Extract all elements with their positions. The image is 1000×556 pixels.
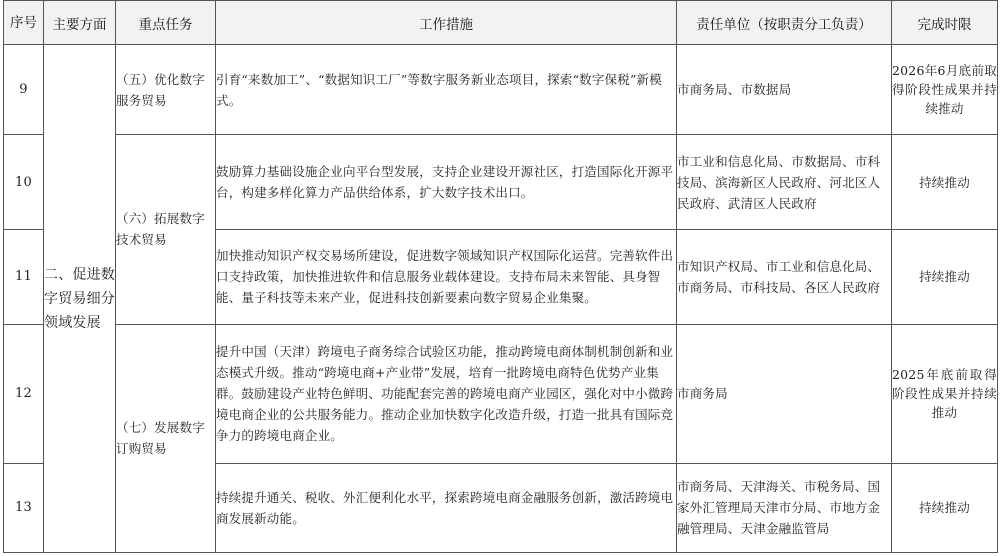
header-aspect: 主要方面 — [44, 1, 116, 45]
table-row — [4, 135, 998, 230]
deadline-cell: 持续推动 — [892, 230, 998, 324]
measure-cell: 鼓励算力基础设施企业向平台型发展，支持企业建设开源社区，打造国际化开源平台，构建多样化算力产品供给体系，扩大数字技术出口。 — [216, 135, 677, 230]
table-row — [4, 324, 998, 463]
main-aspect-cell: 二、促进数字贸易细分领域发展 — [44, 45, 116, 553]
row-number: 9 — [4, 45, 44, 135]
deadline-cell: 2025年底前取得阶段性成果并持续推动 — [892, 324, 998, 463]
header-task: 重点任务 — [116, 1, 216, 45]
row-number: 11 — [4, 230, 44, 324]
header-seq: 序号 — [4, 1, 44, 45]
key-task-cell: （五）优化数字服务贸易 — [116, 45, 216, 135]
responsible-unit-cell: 市知识产权局、市工业和信息化局、市商务局、市科技局、各区人民政府 — [677, 230, 892, 324]
deadline-cell: 持续推动 — [892, 135, 998, 230]
row-number: 13 — [4, 463, 44, 552]
measure-cell: 持续提升通关、税收、外汇便利化水平，探索跨境电商金融服务创新，激活跨境电商发展新动能。 — [216, 463, 677, 552]
deadline-cell: 2026年6月底前取得阶段性成果并持续推动 — [892, 45, 998, 135]
measure-cell: 引育“来数加工”、“数据知识工厂”等数字服务新业态项目，探索“数字保税”新模式。 — [216, 45, 677, 135]
header-measure: 工作措施 — [216, 1, 677, 45]
row-number: 12 — [4, 324, 44, 463]
responsible-unit-cell: 市商务局、市数据局 — [677, 45, 892, 135]
header-unit: 责任单位（按职责分工负责） — [677, 1, 892, 45]
deadline-cell: 持续推动 — [892, 463, 998, 552]
task-table — [3, 0, 998, 553]
responsible-unit-cell: 市工业和信息化局、市数据局、市科技局、滨海新区人民政府、河北区人民政府、武清区人民政府 — [677, 135, 892, 230]
header-row — [4, 1, 998, 45]
measure-cell: 加快推动知识产权交易场所建设，促进数字领域知识产权国际化运营。完善软件出口支持政策，加快推进软件和信息服务业载体建设。支持布局未来智能、具身智能、量子科技等未来产业，促进科技创新要素向数字贸易企业集聚。 — [216, 230, 677, 324]
table-row — [4, 45, 998, 135]
key-task-cell: （六）拓展数字技术贸易 — [116, 135, 216, 324]
key-task-cell: （七）发展数字订购贸易 — [116, 324, 216, 552]
header-deadline: 完成时限 — [892, 1, 998, 45]
measure-cell: 提升中国（天津）跨境电子商务综合试验区功能，推动跨境电商体制机制创新和业态模式升级。推动“跨境电商+产业带”发展，培育一批跨境电商特色优势产业集群。鼓励建设产业特色鲜明、功能配套完善的跨境电商产业园区，强化对中小微跨境电商企业的公共服务能力。推动企业加快数字化改造升级，打造一批具有国际竞争力的跨境电商企业。 — [216, 324, 677, 463]
responsible-unit-cell: 市商务局 — [677, 324, 892, 463]
responsible-unit-cell: 市商务局、天津海关、市税务局、国家外汇管理局天津市分局、市地方金融管理局、天津金融监管局 — [677, 463, 892, 552]
row-number: 10 — [4, 135, 44, 230]
